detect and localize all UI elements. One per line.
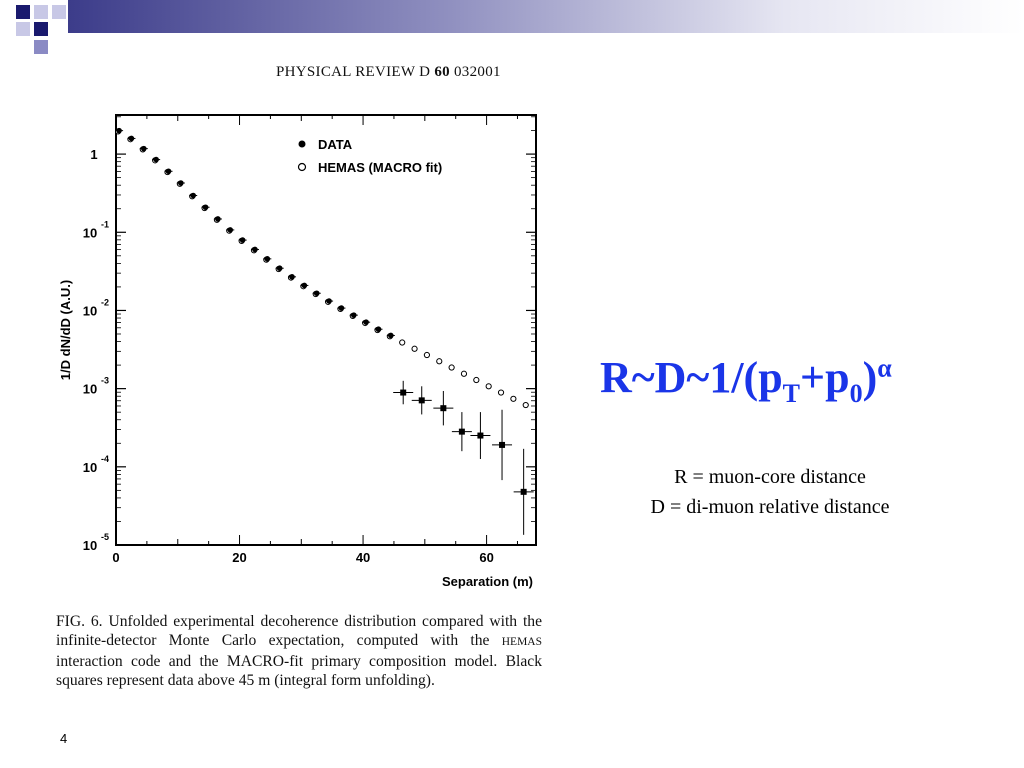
data-point [215,216,221,222]
legend-label-data: DATA [318,137,353,152]
hemas-point [461,371,466,376]
deco-square-light [52,5,66,19]
data-point [252,247,258,253]
y-axis-label: 1/D dN/dD (A.U.) [58,279,73,381]
header-gradient-bar [68,0,1024,33]
data-point [227,227,233,233]
page-number: 4 [60,731,68,746]
deco-square-mid [34,40,48,54]
data-point [351,312,357,318]
formula-sub-0: 0 [849,378,863,408]
y-tick-exponent: -2 [101,297,110,308]
x-tick-label: 40 [355,550,371,565]
data-point [240,237,246,243]
data-point [141,146,147,152]
data-point [203,204,209,210]
data-points [115,128,534,535]
formula-lhs: R~D~1/(p [600,353,783,402]
data-square [477,433,483,439]
x-tick-label: 60 [479,550,494,565]
journal-name: PHYSICAL REVIEW D [276,64,431,80]
data-point [153,157,159,163]
data-point [302,283,308,289]
scaling-formula [600,352,892,409]
hemas-point [486,384,491,389]
caption-hemas: HEMAS [501,636,542,648]
axis-ticks [116,115,536,545]
decoherence-plot [40,95,545,600]
y-tick-labels [83,147,109,553]
x-tick-labels [112,550,493,565]
plot-frame [116,115,536,545]
definitions [570,462,970,522]
y-tick-label: 10 [82,225,98,241]
legend-marker-data [299,141,306,148]
y-tick-label: 10 [82,303,98,319]
y-tick-label: 10 [82,381,98,397]
hemas-point [474,377,479,382]
hemas-point [498,390,503,395]
journal-article: 032001 [454,64,501,80]
formula-rhs: ) [862,353,878,402]
data-point [339,305,345,311]
data-square [400,390,406,396]
deco-square-light [16,22,30,36]
formula-sub-t: T [782,378,801,408]
figure-caption [56,612,542,690]
legend-label-hemas: HEMAS (MACRO fit) [318,160,443,175]
data-point [326,298,332,304]
y-tick-label: 1 [90,147,98,163]
deco-square-dark [16,5,30,19]
x-tick-label: 20 [232,550,247,565]
data-point [190,193,196,199]
hemas-point [449,365,454,370]
journal-header [276,64,501,81]
definition-r: R = muon-core distance [674,466,866,488]
data-point [376,326,382,332]
y-tick-label: 10 [82,538,98,553]
x-tick-label: 0 [112,550,120,565]
caption-text-2: interaction code and the MACRO-fit primary composition model. Black squares represent data above 45 m (integral form unfolding). [56,653,542,689]
data-point [277,265,283,271]
deco-square-light [34,5,48,19]
caption-text-1: Unfolded experimental decoherence distribution compared with the infinite-detector Monte Carlo expectation, computed with the [56,613,543,649]
data-point [129,136,135,142]
data-point [116,128,122,134]
data-square [419,397,425,403]
caption-label: FIG. 6. [56,613,103,630]
data-point [388,333,394,339]
y-tick-exponent: -5 [101,532,110,542]
data-square [440,405,446,411]
data-point [265,256,271,262]
formula-sup-alpha: α [877,353,892,383]
hemas-point [412,346,417,351]
journal-volume: 60 [434,64,450,80]
definition-d: D = di-muon relative distance [650,496,890,518]
hemas-point [400,340,405,345]
legend [299,137,443,175]
legend-marker-hemas [299,164,306,171]
data-square [521,489,527,495]
data-point [178,180,184,186]
x-axis-label: Separation (m) [441,574,533,589]
data-square [459,429,465,435]
data-point [289,274,295,280]
data-point [166,168,172,174]
hemas-point [511,396,516,401]
data-point [314,290,320,296]
data-point [363,319,369,325]
y-tick-label: 10 [82,459,98,475]
y-tick-exponent: -1 [101,219,110,230]
slide-decoration [0,0,70,64]
hemas-point [424,352,429,357]
y-tick-exponent: -3 [101,375,110,386]
hemas-point [437,359,442,364]
y-tick-exponent: -4 [101,453,110,464]
formula-mid: +p [800,353,850,402]
data-square [499,442,505,448]
hemas-point [523,402,528,407]
deco-square-dark [34,22,48,36]
